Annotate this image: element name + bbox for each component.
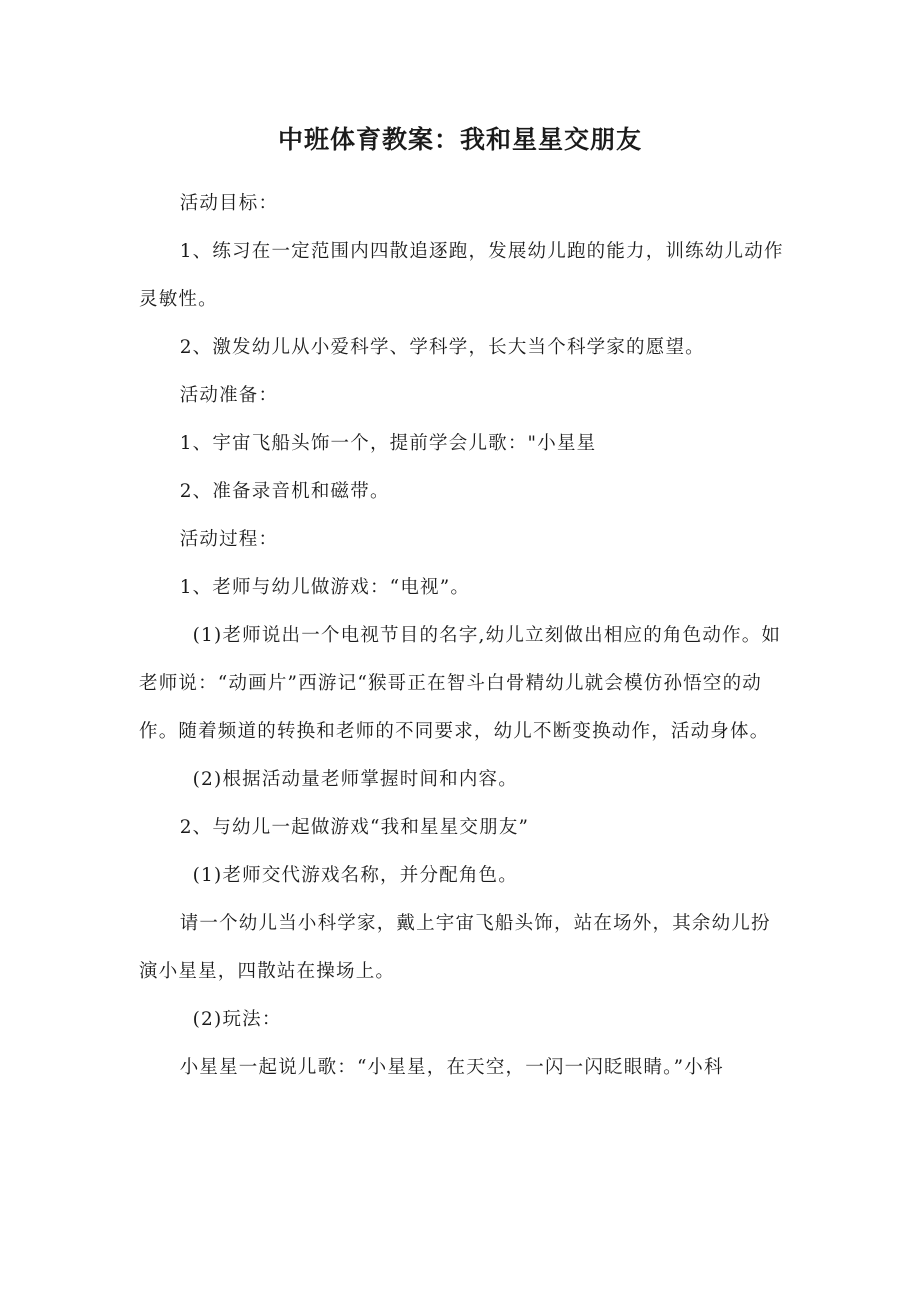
document-title: 中班体育教案：我和星星交朋友 xyxy=(277,125,642,154)
paragraph: 小星星一起说儿歌：“小星星，在天空，一闪一闪眨眼睛。”小科 xyxy=(179,1057,724,1078)
paragraph: (2)玩法： xyxy=(192,1009,282,1030)
paragraph: (1)老师交代游戏名称，并分配角色。 xyxy=(192,865,518,886)
document-body xyxy=(139,180,789,1092)
paragraph: 2、与幼儿一起做游戏“我和星星交朋友” xyxy=(179,817,530,838)
section-heading-process: 活动过程： xyxy=(179,529,279,550)
paragraph: (1)老师说出一个电视节目的名字,幼儿立刻做出相应的角色动作。如老师说：“动画片”西游记“猴哥正在智斗白骨精幼儿就会模仿孙悟空的动作。随着频道的转换和老师的不同要求，幼儿不断变换动作，活动身体。 xyxy=(139,625,782,742)
section-heading-preparation: 活动准备： xyxy=(179,385,279,406)
paragraph: 1、老师与幼儿做游戏：“电视”。 xyxy=(179,577,471,598)
paragraph: 2、准备录音机和磁带。 xyxy=(179,481,390,502)
paragraph: 1、宇宙飞船头饰一个，提前学会儿歌："小星星 xyxy=(179,433,597,454)
paragraph: 1、练习在一定范围内四散追逐跑，发展幼儿跑的能力，训练幼儿动作灵敏性。 xyxy=(139,241,784,310)
paragraph: 2、激发幼儿从小爱科学、学科学，长大当个科学家的愿望。 xyxy=(179,337,705,358)
section-heading-objectives: 活动目标： xyxy=(179,193,279,214)
paragraph: 请一个幼儿当小科学家，戴上宇宙飞船头饰，站在场外，其余幼儿扮演小星星，四散站在操场上。 xyxy=(139,913,771,982)
paragraph: (2)根据活动量老师掌握时间和内容。 xyxy=(192,769,518,790)
